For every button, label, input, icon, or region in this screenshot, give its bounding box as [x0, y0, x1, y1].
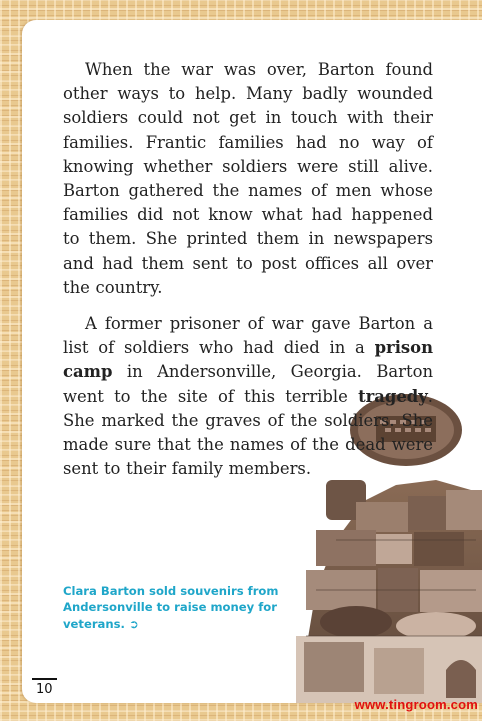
photo-caption — [63, 583, 283, 632]
paragraph-2-part-3: . She marked the graves of the soldiers. She made sure that the names of the dead were sent to their family members. — [63, 386, 433, 479]
term-prison-camp: prison camp — [63, 338, 433, 382]
body-text — [63, 58, 433, 493]
paragraph-2-part-2: in Andersonville, Georgia. Barton went to the site of this terrible — [63, 362, 433, 406]
right-arrow-icon: ➲ — [128, 616, 139, 631]
term-tragedy: tragedy — [358, 386, 428, 406]
watermark: www.tingroom.com — [354, 697, 478, 712]
book-page — [22, 20, 482, 703]
paragraph-1: When the war was over, Barton found other ways to help. Many badly wounded soldiers could not get in touch with their families. Frantic families had no way of knowing whether soldiers were still alive. Barton gathered the names of men whose families did not know what had happened to them. She printed them in newspapers and had them sent to post offices all over the country. — [63, 60, 433, 297]
paragraph-2-part-1: A former prisoner of war gave Barton a list of soldiers who had died in a — [63, 314, 433, 358]
page-number: 10 — [32, 678, 57, 697]
caption-text: Clara Barton sold souvenirs from Andersonville to raise money for veterans. — [63, 584, 279, 631]
paragraph-2 — [63, 312, 433, 481]
